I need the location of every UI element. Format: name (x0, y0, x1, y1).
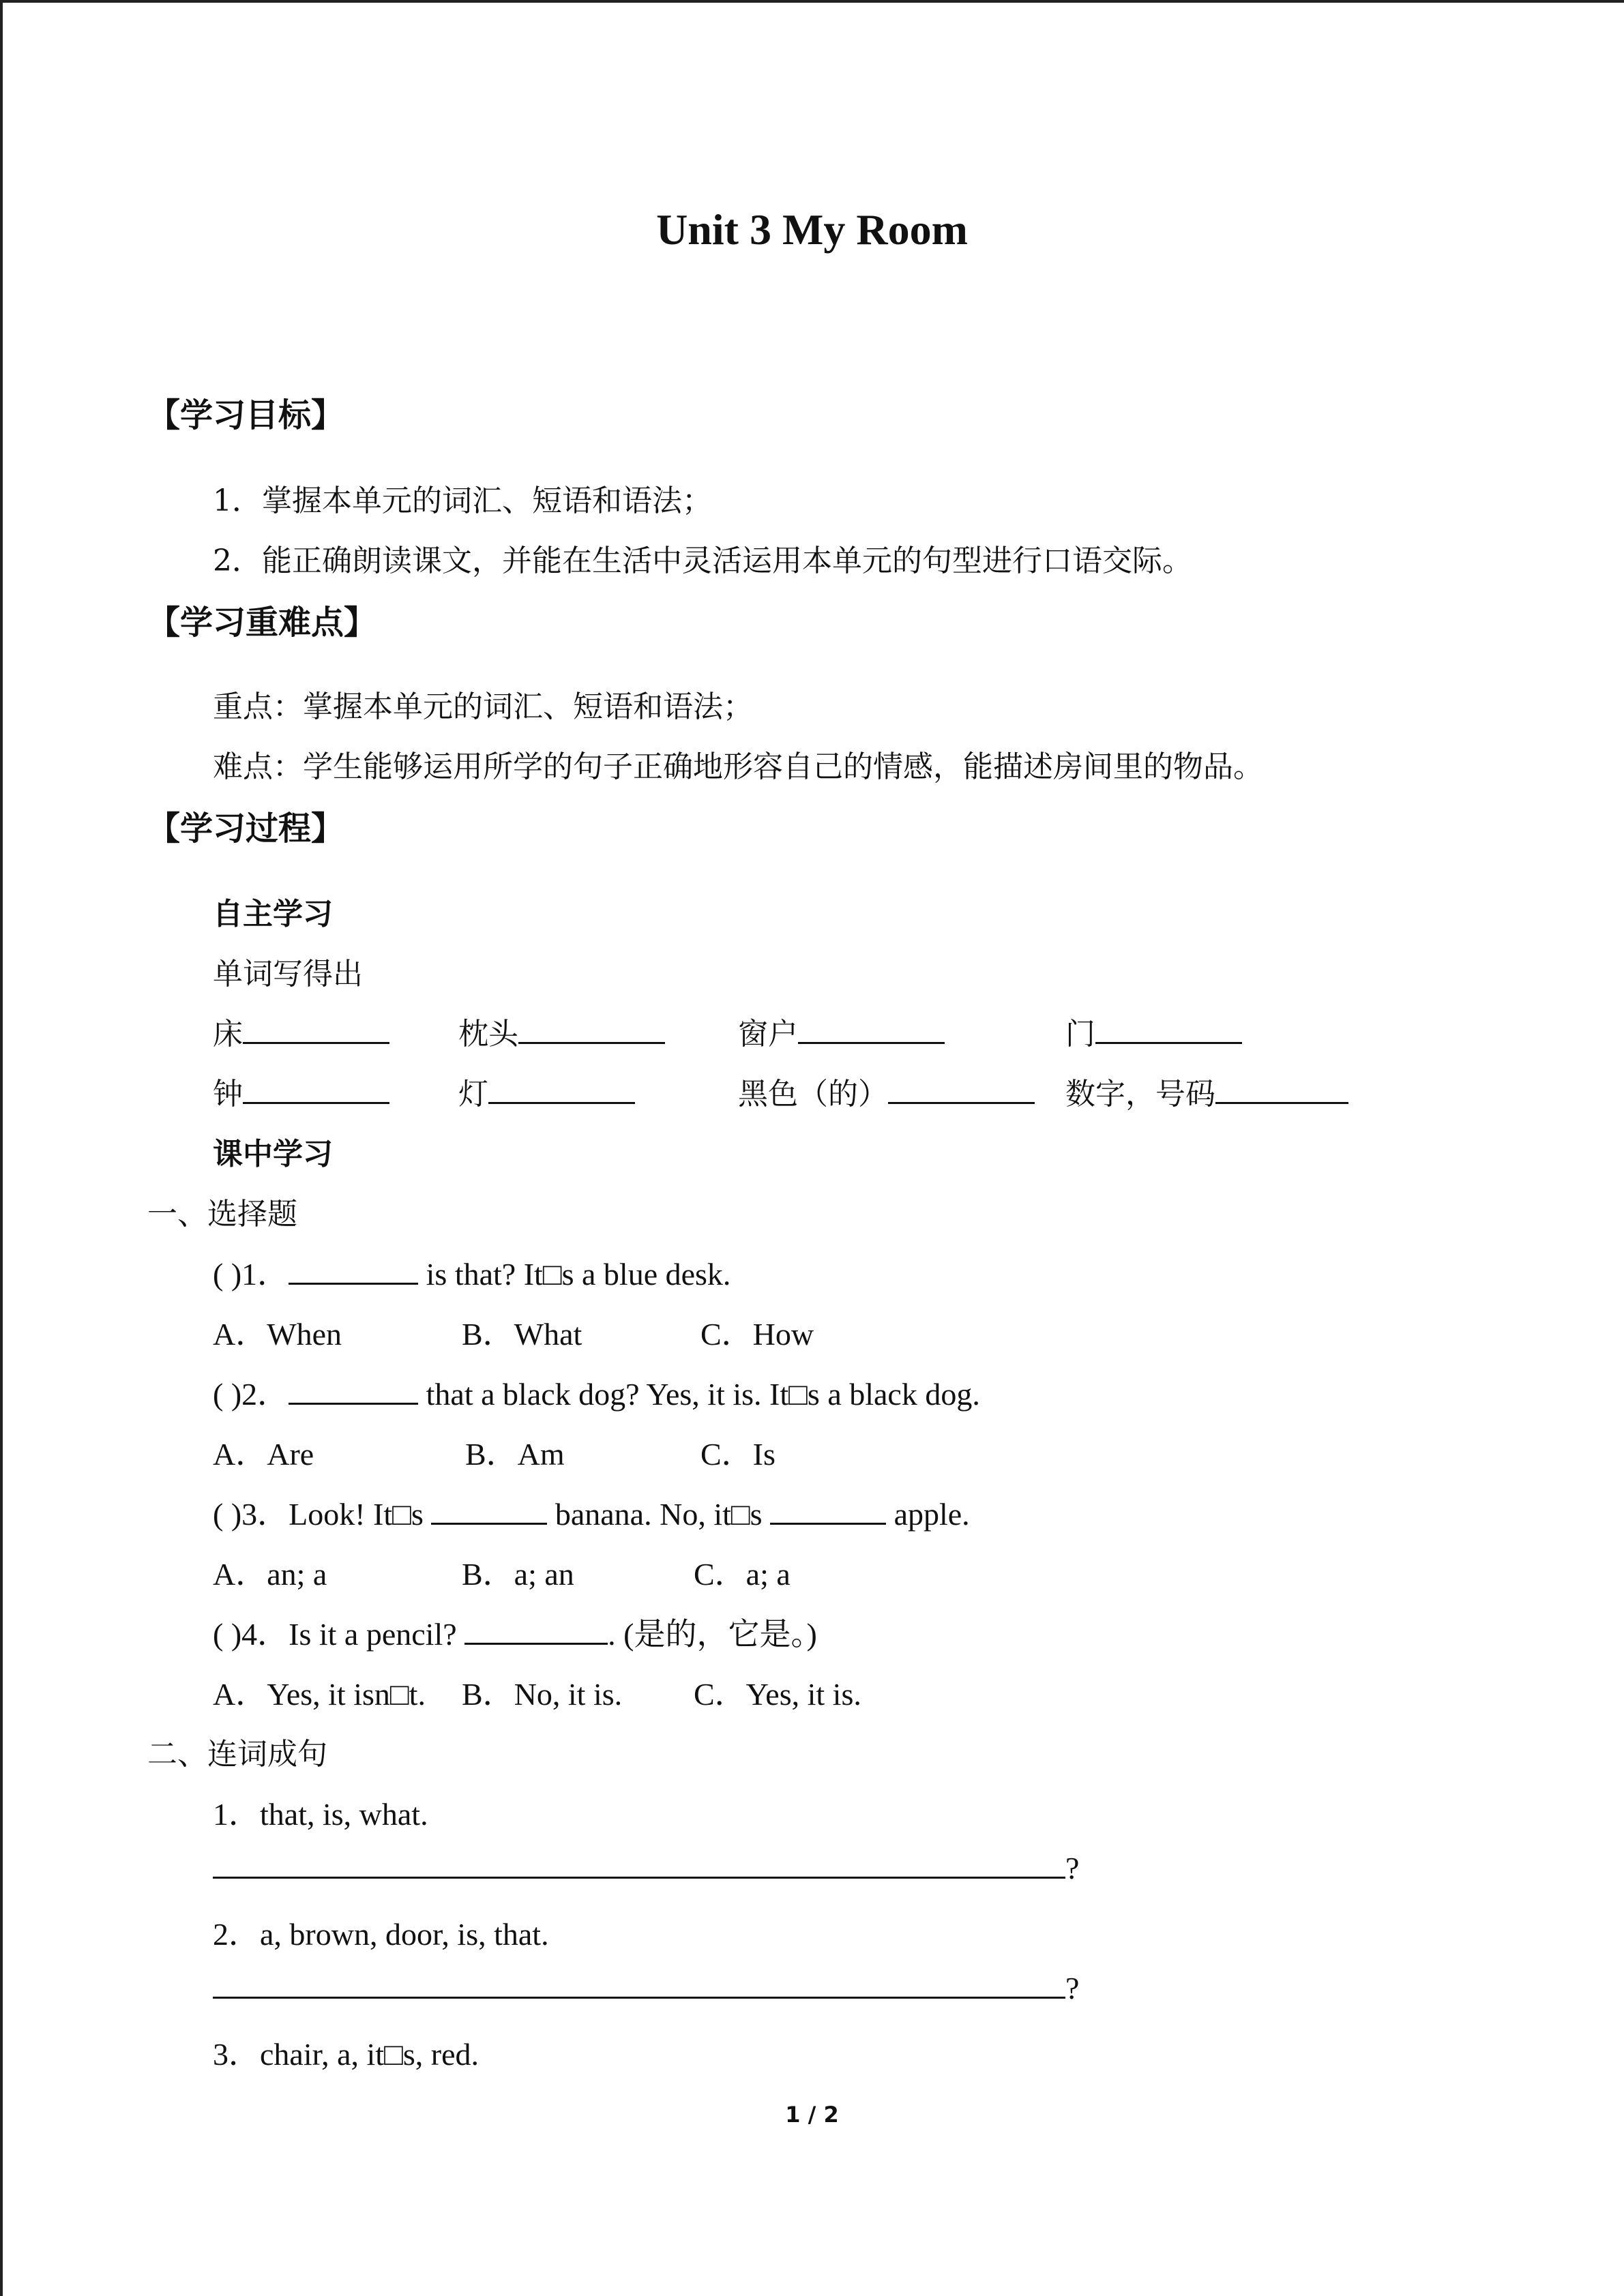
answer-blank[interactable] (488, 1072, 635, 1104)
part1-title: 一、选择题 (147, 1197, 297, 1232)
vocab-pillow: 枕头 (458, 1009, 665, 1053)
answer-blank[interactable] (888, 1072, 1035, 1104)
question-1: ( )1． is that? It□s a blue desk. (213, 1249, 730, 1294)
option-a: A．an; a (213, 1557, 327, 1592)
vocab-black: 黑色（的） (738, 1069, 1035, 1113)
option-b: B．Am (465, 1437, 565, 1472)
in-class-label: 课中学习 (213, 1137, 333, 1172)
vocab-number: 数字，号码 (1065, 1069, 1348, 1113)
answer-line[interactable] (213, 1849, 1065, 1879)
option-a: A．When (213, 1317, 342, 1352)
option-b: B．a; an (462, 1557, 574, 1592)
question-2: ( )2． that a black dog? Yes, it is. It□s a black dog. (213, 1369, 980, 1414)
option-b: B．No, it is. (462, 1677, 623, 1712)
process-heading: 【学习过程】 (147, 809, 344, 848)
sentence-2-answer: ? (213, 1969, 1079, 2006)
page-border-top (0, 0, 1624, 3)
option-c: C．a; a (694, 1557, 791, 1592)
question-4: ( )4．Is it a pencil? . (是的，它是。) (213, 1609, 817, 1654)
goal-item-2: 2．能正确朗读课文，并能在生活中灵活运用本单元的句型进行口语交际。 (213, 543, 1192, 578)
answer-blank[interactable] (431, 1493, 547, 1525)
key-points-heading: 【学习重难点】 (147, 603, 377, 642)
option-c: C．How (700, 1317, 814, 1352)
vocab-lamp: 灯 (458, 1069, 635, 1113)
page-border-left (0, 0, 3, 2296)
option-c: C．Is (700, 1437, 776, 1472)
document-title: Unit 3 My Room (656, 205, 968, 254)
vocab-window: 窗户 (738, 1009, 945, 1053)
vocab-bed: 床 (213, 1009, 389, 1053)
option-a: A．Are (213, 1437, 314, 1472)
question-3: ( )3．Look! It□s banana. No, it□s apple. (213, 1489, 970, 1534)
question-1-options (213, 1309, 814, 1354)
answer-blank[interactable] (289, 1253, 418, 1285)
key-point-1: 重点：掌握本单元的词汇、短语和语法； (213, 689, 753, 724)
self-study-label: 自主学习 (213, 897, 333, 931)
answer-blank[interactable] (798, 1012, 945, 1044)
question-4-options (213, 1669, 861, 1714)
question-3-options (213, 1549, 791, 1594)
answer-blank[interactable] (243, 1072, 389, 1104)
sentence-3-prompt: 3．chair, a, it□s, red. (213, 2037, 479, 2072)
answer-blank[interactable] (289, 1373, 418, 1405)
goal-item-1: 1．掌握本单元的词汇、短语和语法； (213, 483, 712, 518)
sentence-1-prompt: 1．that, is, what. (213, 1797, 428, 1832)
vocab-instruction: 单词写得出 (213, 957, 363, 992)
answer-blank[interactable] (1215, 1072, 1348, 1104)
sentence-1-answer: ? (213, 1849, 1079, 1886)
answer-line[interactable] (213, 1969, 1065, 1999)
option-b: B．What (462, 1317, 582, 1352)
answer-blank[interactable] (243, 1012, 389, 1044)
part2-title: 二、连词成句 (147, 1737, 327, 1772)
goals-heading: 【学习目标】 (147, 396, 344, 434)
option-c: C．Yes, it is. (694, 1677, 861, 1712)
vocab-clock: 钟 (213, 1069, 389, 1113)
sentence-2-prompt: 2．a, brown, door, is, that. (213, 1917, 549, 1952)
question-2-options (213, 1429, 776, 1474)
option-a: A．Yes, it isn□t. (213, 1677, 426, 1712)
answer-blank[interactable] (1095, 1012, 1242, 1044)
key-point-2: 难点：学生能够运用所学的句子正确地形容自己的情感，能描述房间里的物品。 (213, 749, 1263, 784)
answer-blank[interactable] (464, 1613, 608, 1645)
answer-blank[interactable] (518, 1012, 665, 1044)
page-number: 1 / 2 (785, 2102, 839, 2128)
answer-blank[interactable] (770, 1493, 886, 1525)
vocab-door: 门 (1065, 1009, 1242, 1053)
